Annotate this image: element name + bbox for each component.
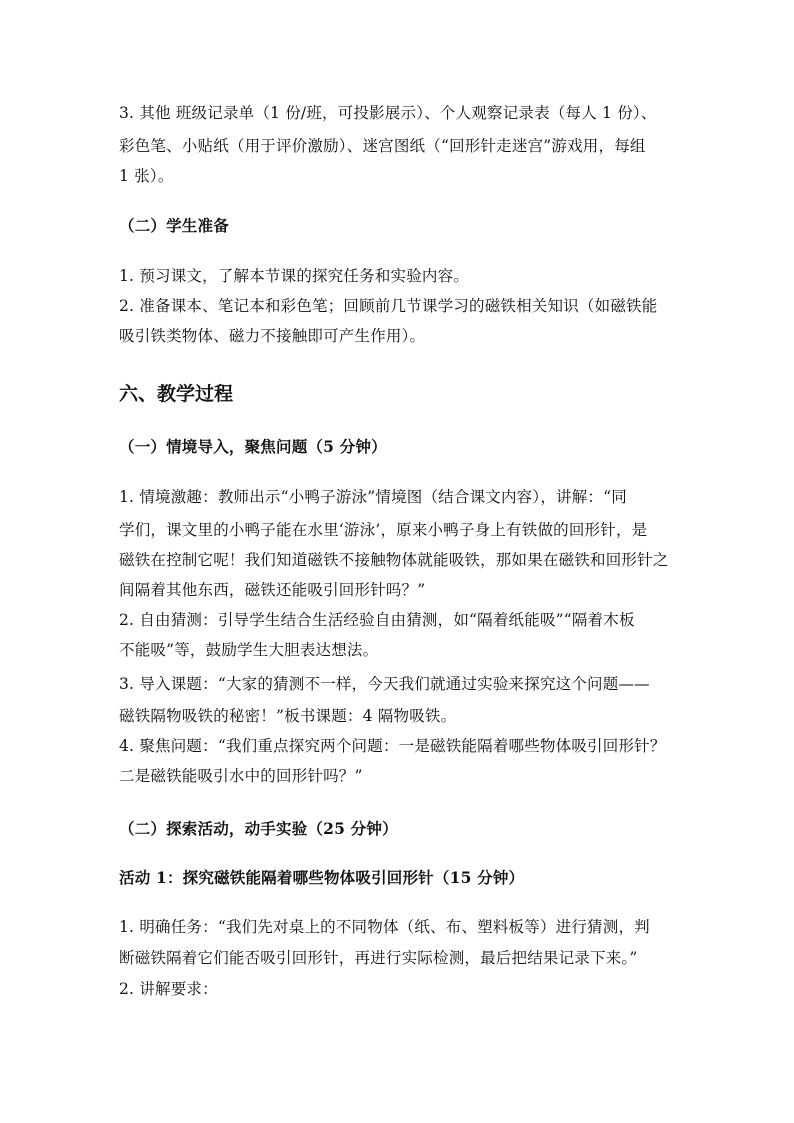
intro-item-1-line-2: 学们，课文里的小鸭子能在水里‘游泳’，原来小鸭子身上有铁做的回形针，是 (119, 521, 648, 539)
intro-item-1-line-4: 间隔着其他东西，磁铁还能吸引回形针吗？” (119, 581, 426, 599)
activity-1-heading: 活动 1：探究磁铁能隔着哪些物体吸引回形针（15 分钟） (119, 868, 525, 887)
intro-item-2-line-1: 2. 自由猜测：引导学生结合生活经验自由猜测，如“隔着纸能吸”“隔着木板 (119, 611, 635, 629)
intro-item-1-line-1: 1. 情境激趣：教师出示“小鸭子游泳”情境图（结合课文内容），讲解：“同 (119, 488, 627, 506)
section-heading-introduction: （一）情境导入，聚焦问题（5 分钟） (119, 437, 387, 456)
section-heading-exploration: （二）探索活动，动手实验（25 分钟） (119, 819, 398, 838)
intro-item-4-line-1: 4. 聚焦问题：“我们重点探究两个问题：一是磁铁能隔着哪些物体吸引回形针？ (119, 737, 666, 755)
section-heading-student-prep: （二）学生准备 (119, 216, 229, 235)
intro-item-4-line-2: 二是磁铁能吸引水中的回形针吗？” (119, 767, 363, 785)
activity-1-item-1-line-2: 断磁铁隔着它们能否吸引回形针，再进行实际检测，最后把结果记录下来。” (119, 949, 638, 967)
chapter-heading-teaching-process: 六、教学过程 (119, 383, 234, 405)
intro-item-3-line-2: 磁铁隔物吸铁的秘密！”板书课题：4 隔物吸铁。 (119, 707, 457, 725)
student-prep-item-2-line-2: 吸引铁类物体、磁力不接触即可产生作用）。 (119, 327, 426, 345)
materials-item-3-line-1: 3. 其他 班级记录单（1 份/班，可投影展示）、个人观察记录表（每人 1 份）、 (119, 104, 657, 122)
intro-item-3-line-1: 3. 导入课题：“大家的猜测不一样，今天我们就通过实验来探究这个问题—— (119, 675, 650, 693)
activity-1-item-2: 2. 讲解要求： (119, 980, 218, 998)
intro-item-2-line-2: 不能吸”等，鼓励学生大胆表达想法。 (119, 641, 379, 659)
student-prep-item-2-line-1: 2. 准备课本、笔记本和彩色笔；回顾前几节课学习的磁铁相关知识（如磁铁能 (119, 297, 658, 315)
intro-item-1-line-3: 磁铁在控制它呢！我们知道磁铁不接触物体就能吸铁，那如果在磁铁和回形针之 (119, 551, 669, 569)
student-prep-item-1: 1. 预习课文，了解本节课的探究任务和实验内容。 (119, 267, 470, 285)
materials-item-3-line-3: 1 张）。 (119, 167, 174, 185)
activity-1-item-1-line-1: 1. 明确任务：“我们先对桌上的不同物体（纸、布、塑料板等）进行猜测，判 (119, 918, 650, 936)
materials-item-3-line-2: 彩色笔、小贴纸（用于评价激励）、迷宫图纸（“回形针走迷宫”游戏用，每组 (119, 137, 646, 155)
